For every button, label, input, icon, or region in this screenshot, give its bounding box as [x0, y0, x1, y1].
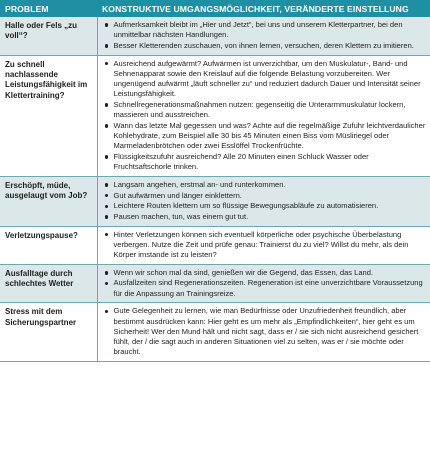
solution-list: [103, 268, 428, 299]
table-row: [0, 55, 430, 176]
list-item: Ausreichend aufgewärmt? Aufwärmen ist unverzichtbar, um den Muskulatur-, Band- und Sehnenapparat sowie den Kreislauf auf die folgende Belastung vorzubereiten. Wer ungenügend aufwärmt „läuft schneller zu“ und reduziert dadurch Dauer und Intensität seiner Leistungsfähigkeit.: [103, 59, 428, 100]
solution-list: [103, 180, 428, 222]
solution-cell: [97, 176, 430, 226]
solution-cell: [97, 303, 430, 362]
table-row: [0, 17, 430, 55]
list-item: Wann das letzte Mal gegessen und was? Achte auf die regelmäßige Zufuhr leichtverdaulicher Kohlehydrate, zum Beispiel alle 30 bis 45 Minuten einen Biss vom Müsliriegel oder Marmeladenbrötchen oder zwei Esslöffel Trockenfrüchte.: [103, 121, 428, 152]
table-header-row: [0, 0, 430, 17]
table-row: [0, 264, 430, 303]
problem-cell: Halle oder Fels „zu voll“?: [0, 17, 97, 55]
solution-cell: [97, 264, 430, 303]
solution-list: [103, 59, 428, 173]
solution-list: [103, 230, 428, 261]
solution-cell: [97, 55, 430, 176]
list-item: Aufmerksamkeit bleibt im „Hier und Jetzt“, bei uns und unserem Kletterpartner, bei den unmittelbar nächsten Handlungen.: [103, 20, 428, 40]
list-item: Hinter Verletzungen können sich eventuell körperliche oder psychische Überbelastung verbergen. Nutze die Zeit und prüfe genau: Trainierst du zu viel? Willst du mehr, als dein Körper imstande ist zu leisten?: [103, 230, 428, 261]
solution-list: [103, 306, 428, 357]
solution-list: [103, 20, 428, 51]
problem-cell: Zu schnell nachlassende Leistungsfähigkeit im Klettertraining?: [0, 55, 97, 176]
list-item: Leichtere Routen klettern um so flüssige Bewegungsabläufe zu automatisieren.: [103, 201, 428, 211]
problem-cell: Ausfalltage durch schlechtes Wetter: [0, 264, 97, 303]
list-item: Schnellregenerationsmaßnahmen nutzen: gegenseitig die Unterarmmuskulatur lockern, massieren und ausstreichen.: [103, 100, 428, 120]
list-item: Langsam angehen, erstmal an- und runterkommen.: [103, 180, 428, 190]
table-row: [0, 226, 430, 264]
solution-cell: [97, 226, 430, 264]
problem-cell: Erschöpft, müde, ausgelaugt vom Job?: [0, 176, 97, 226]
header-solution: KONSTRUKTIVE UMGANGSMÖGLICHKEIT, VERÄNDERTE EINSTELLUNG: [97, 0, 430, 17]
list-item: Gute Gelegenheit zu lernen, wie man Bedürfnisse oder Unzufriedenheit freundlich, aber bestimmt ausdrücken kann: Hier geht es um mehr als „Empfindlichkeiten“, hier geht es um Sicherheit! Wer den Mund hält und nicht sagt, dass er / sie sich nicht ausreichend gesichert fühlt, der / die sagt auch in anderen Situationen viel zu selten, was er / sie möchte oder braucht.: [103, 306, 428, 357]
list-item: Besser Kletterenden zuschauen, von ihnen lernen, versuchen, deren Klettern zu imitieren.: [103, 41, 428, 51]
table-row: [0, 176, 430, 226]
solution-cell: [97, 17, 430, 55]
list-item: Flüssigkeitszufuhr ausreichend? Alle 20 Minuten einen Schluck Wasser oder Fruchtsaftschorle trinken.: [103, 152, 428, 172]
list-item: Gut aufwärmen und länger einklettern.: [103, 191, 428, 201]
table-row: [0, 303, 430, 362]
list-item: Ausfallzeiten sind Regenerationszeiten. Regeneration ist eine unverzichtbare Voraussetzung für die Anpassung an Trainingsreize.: [103, 278, 428, 298]
problem-cell: Verletzungspause?: [0, 226, 97, 264]
list-item: Pausen machen, tun, was einem gut tut.: [103, 212, 428, 222]
problem-cell: Stress mit dem Sicherungspartner: [0, 303, 97, 362]
list-item: Wenn wir schon mal da sind, genießen wir die Gegend, das Essen, das Land.: [103, 268, 428, 278]
header-problem: PROBLEM: [0, 0, 97, 17]
